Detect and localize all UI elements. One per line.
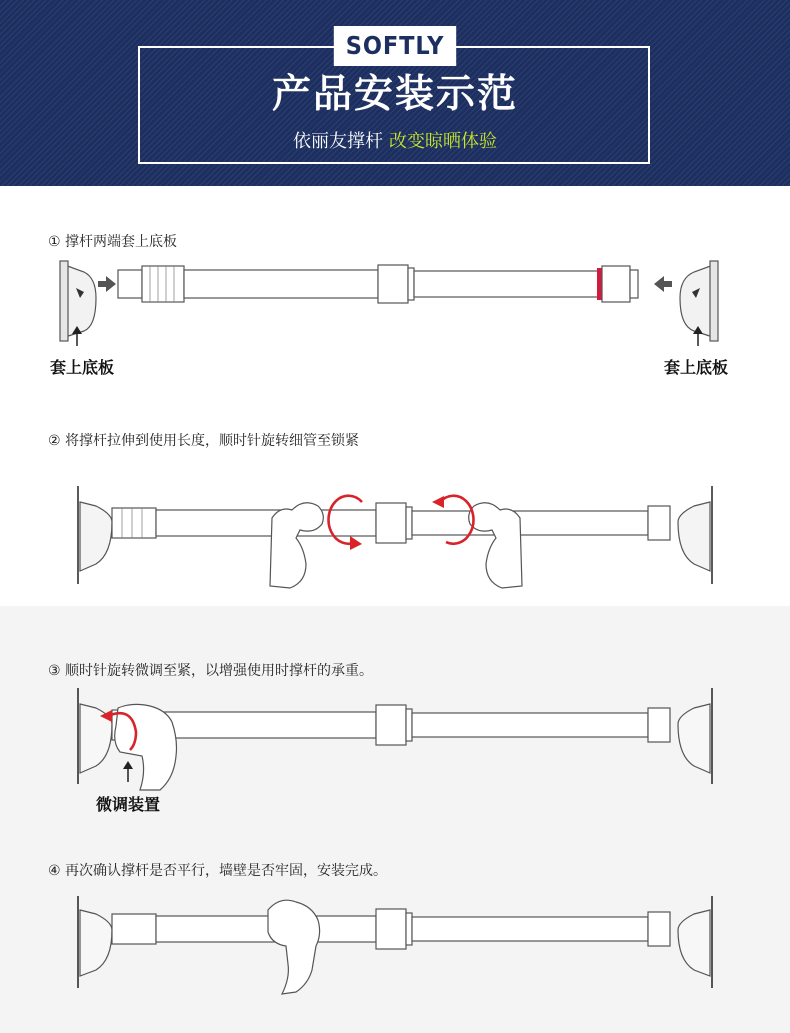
hand-icon [268, 900, 320, 994]
subtitle-brand: 依丽友撑杆 [293, 131, 383, 152]
step-4 [0, 816, 790, 1033]
tension-rod [118, 265, 638, 303]
right-base-plate [678, 502, 710, 571]
hand-icon [115, 704, 177, 790]
step-4-illustration [0, 816, 790, 1033]
left-base-plate [80, 910, 112, 976]
step-3-illustration [0, 606, 790, 816]
step-1 [0, 186, 790, 406]
tension-rod [112, 705, 670, 745]
base-plate-label-right: 套上底板 [664, 358, 729, 377]
step-2-illustration [0, 406, 790, 606]
tension-rod [112, 909, 670, 949]
step-1-text: ① 撑杆两端套上底板 [48, 234, 178, 250]
step-2 [0, 406, 790, 606]
step-4-text: ④ 再次确认撑杆是否平行，墙壁是否牢固，安装完成。 [48, 863, 387, 879]
hand-icon [270, 503, 323, 588]
step-2-text: ② 将撑杆拉伸到使用长度，顺时针旋转细管至锁紧 [48, 433, 359, 449]
step-3 [0, 606, 790, 816]
left-arrow-icon [654, 276, 672, 292]
tension-rod [112, 503, 670, 543]
page-subtitle [0, 130, 790, 154]
up-arrow-icon [123, 761, 133, 782]
red-band [597, 268, 602, 300]
right-base-plate [678, 910, 710, 976]
page-title: 产品安装示范 [271, 72, 518, 117]
step-3-text: ③ 顺时针旋转微调至紧，以增强使用时撑杆的承重。 [48, 663, 373, 679]
base-plate-label-left: 套上底板 [50, 358, 115, 377]
left-base-plate [80, 502, 112, 571]
hand-icon [469, 503, 522, 588]
fine-adjuster-label: 微调装置 [96, 795, 161, 814]
right-arrow-icon [98, 276, 116, 292]
right-base-plate [678, 704, 710, 773]
header-banner [0, 0, 790, 186]
brand-logo: SOFTLY [334, 26, 456, 66]
subtitle-slogan: 改变晾晒体验 [389, 131, 497, 152]
